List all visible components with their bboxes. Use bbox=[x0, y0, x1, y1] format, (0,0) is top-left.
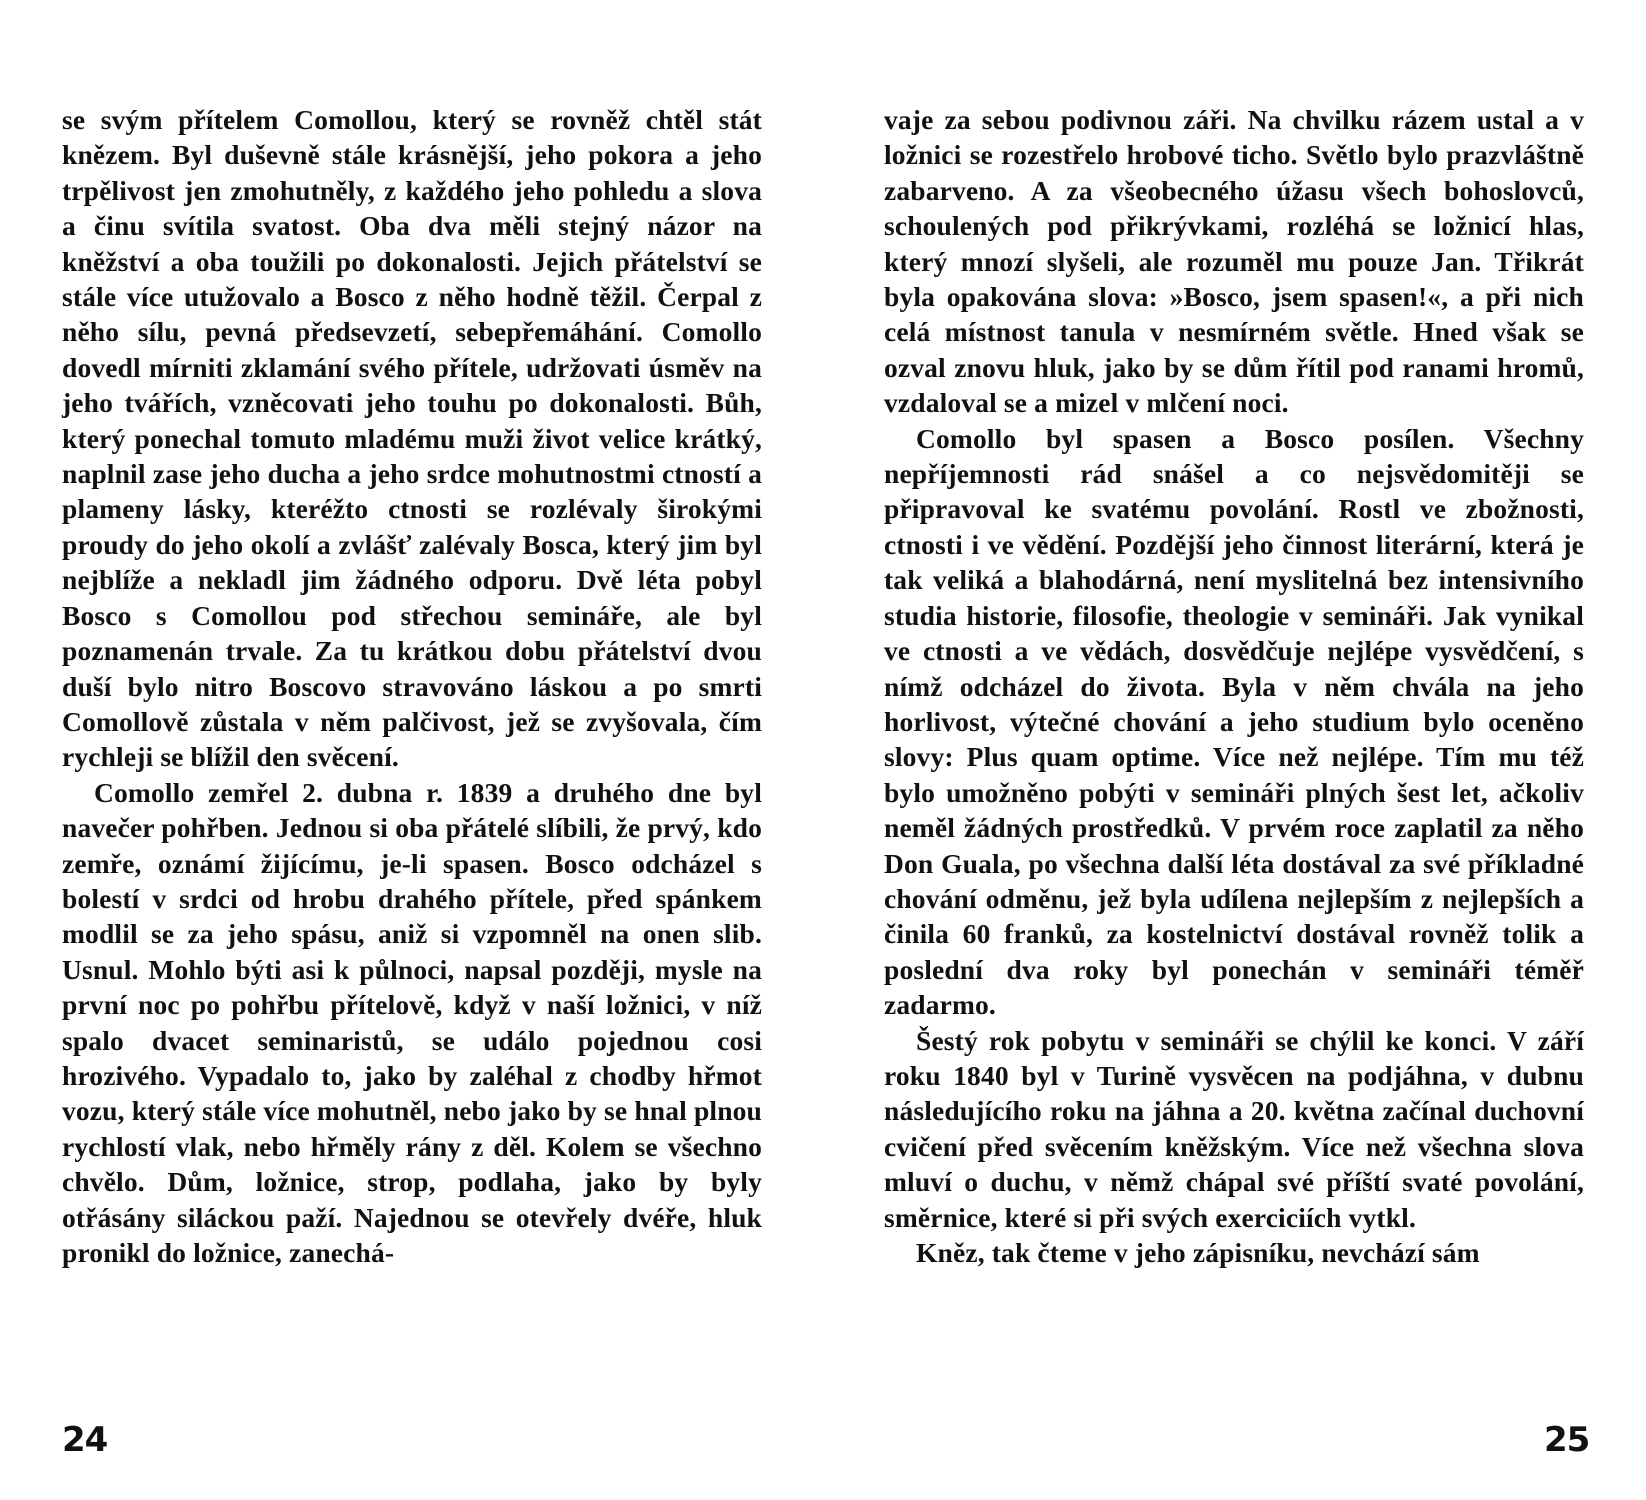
paragraph: Kněz, tak čteme v jeho zápisníku, nevchází sám bbox=[916, 1237, 1480, 1268]
paragraph: se svým přítelem Comollou, který se rovněž chtěl stát knězem. Byl duševně stále krásnější, jeho pokora a jeho trpělivost jen zmohutněly, z každého jeho pohledu a slova a činu svítila svatost. Oba dva měli stejný názor na kněžství a oba toužili po dokonalosti. Jejich přátelství se stále více utužovalo a Bosco z něho hodně těžil. Čerpal z něho sílu, pevná předsevzetí, sebepřemáhání. Comollo dovedl mírniti zklamání svého přítele, udržovati úsměv na jeho tvářích, vzněcovati jeho touhu po dokonalosti. Bůh, který ponechal tomuto mladému muži život velice krátký, naplnil zase jeho ducha a jeho srdce mohutnostmi ctností a plameny lásky, kteréžto ctnosti se rozlévaly širokými proudy do jeho okolí a zvlášť zalévaly Bosca, který jim byl nejblíže a nekladl jim žádného odporu. Dvě léta pobyl Bosco s Comollou pod střechou semináře, ale byl poznamenán trvale. Za tu krátkou dobu přátelství dvou duší bylo nitro Boscovo stravováno láskou a po smrti Comollově zůstala v něm palčivost, jež se zvyšovala, čím rychleji se blížil den svěcení. bbox=[62, 104, 762, 773]
paragraph: Šestý rok pobytu v semináři se chýlil ke konci. V září roku 1840 byl v Turině vysvěcen na podjáhna, v dubnu následujícího roku na jáhna a 20. května začínal duchovní cvičení před svěcením kněžským. Více než všechna slova mluví o duchu, v němž chápal své příští svaté povolání, směrnice, které si při svých exerciciích vytkl. bbox=[884, 1024, 1584, 1233]
paragraph: Comollo byl spasen a Bosco posílen. Všechny nepříjemnosti rád snášel a co nejsvědomitěji se připravoval ke svatému povolání. Rostl ve zbožnosti, ctnosti i ve vědění. Pozdější jeho činnost literární, která je tak veliká a blahodárná, není myslitelná bez intensivního studia historie, filosofie, theologie v semináři. Jak vynikal ve ctnosti a ve vědách, dosvědčuje nejlépe vysvědčení, s nímž odcházel do života. Byla v něm chvála na jeho horlivost, výtečné chování a jeho studium bylo oceněno slovy: Plus quam optime. Více než nejlépe. Tím mu též bylo umožněno pobýti v semináři plných šest let, ačkoliv neměl žádných prostředků. V prvém roce zaplatil za něho Don Guala, po všechna další léta dostával za své příkladné chování odměnu, jež byla udílena nejlepším z nejlepších a činila 60 franků, za kostelnictví dostával rovněž tolik a poslední dva roky byl ponechán v semináři téměř zadarmo. bbox=[884, 422, 1584, 1021]
paragraph: Comollo zemřel 2. dubna r. 1839 a druhého dne byl navečer pohřben. Jednou si oba přátelé slíbili, že prvý, kdo zemře, oznámí žijícímu, je-li spasen. Bosco odcházel s bolestí v srdci od hrobu drahého přítele, před spánkem modlil se za jeho spásu, aniž si vzpomněl na onen slib. Usnul. Mohlo býti asi k půlnoci, napsal později, mysle na první noc po pohřbu přítelově, když v naší ložnici, v níž spalo dvacet seminaristů, se událo pojednou cosi hrozivého. Vypadalo to, jako by zaléhal z chodby hřmot vozu, který stále více mohutněl, nebo jako by se hnal plnou rychlostí vlak, nebo hřměly rány z děl. Kolem se všechno chvělo. Dům, ložnice, strop, podlaha, jako by byly otřásány siláckou paží. Najednou se otevřely dvéře, hluk pronikl do ložnice, zanechá- bbox=[62, 776, 762, 1268]
page-number-right: 25 bbox=[1544, 1420, 1590, 1460]
right-page bbox=[884, 102, 1584, 1270]
left-page-text bbox=[62, 102, 762, 1270]
page-number-left: 24 bbox=[62, 1420, 108, 1460]
right-page-text bbox=[884, 102, 1584, 1270]
paragraph: vaje za sebou podivnou záři. Na chvilku rázem ustal a v ložnici se rozestřelo hrobové ticho. Světlo bylo prazvláštně zabarveno. A za všeobecného úžasu všech bohoslovců, schoulených pod přikrývkami, rozléhá se ložnicí hlas, který mnozí slyšeli, ale rozuměl mu pouze Jan. Třikrát byla opakována slova: »Bosco, jsem spasen!«, a při nich celá místnost tanula v nesmírném světle. Hned však se ozval znovu hluk, jako by se dům řítil pod ranami hromů, vzdaloval se a mizel v mlčení noci. bbox=[884, 104, 1584, 419]
left-page bbox=[62, 102, 762, 1270]
